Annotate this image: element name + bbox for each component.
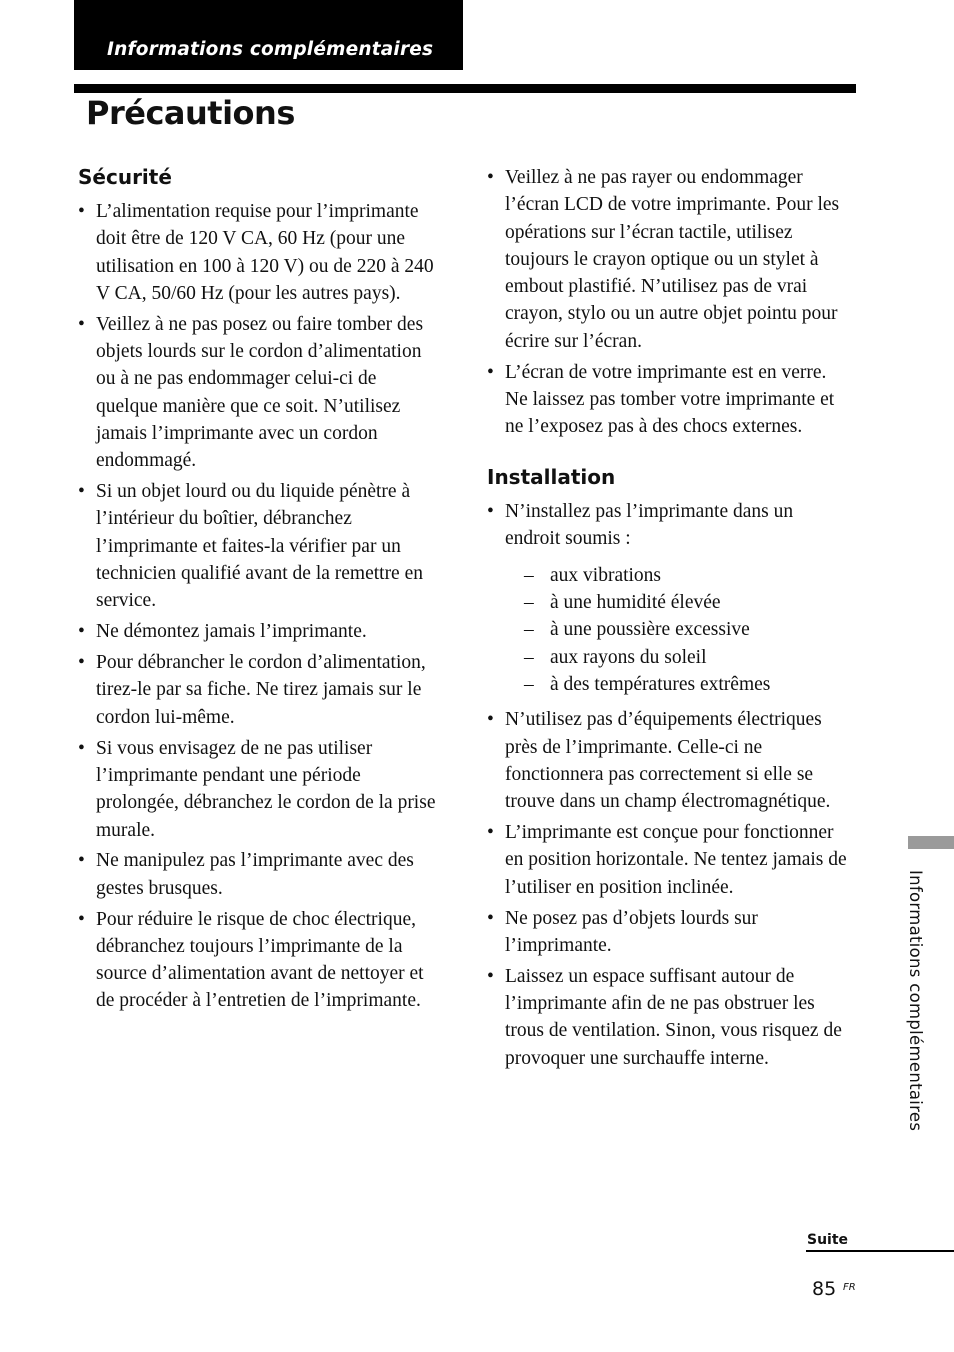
right-column xyxy=(487,164,852,1075)
sub-list-item: – aux vibrations xyxy=(487,562,852,589)
section-heading-securite: Sécurité xyxy=(78,165,172,189)
sub-list-item: – à une poussière excessive xyxy=(487,616,852,643)
sub-list-item: – à une humidité élevée xyxy=(487,589,852,616)
continued-label: Suite xyxy=(807,1232,849,1248)
installation-list xyxy=(487,706,852,1072)
page-language-code: FR xyxy=(843,1282,856,1293)
list-item: • N’installez pas l’imprimante dans un endroit soumis : xyxy=(487,498,852,553)
list-item: • Pour débrancher le cordon d’alimentation, tirez-le par sa fiche. Ne tirez jamais sur le cordon lui-même. xyxy=(78,649,438,731)
list-item: • Ne manipulez pas l’imprimante avec des gestes brusques. xyxy=(78,847,438,902)
list-item: • Si un objet lourd ou du liquide pénètre à l’intérieur du boîtier, débranchez l’imprimante et faites-la vérifier par un technicien qualifié avant de la remettre en service. xyxy=(78,478,438,614)
side-tab-marker xyxy=(908,836,954,849)
title-rule xyxy=(74,84,856,93)
installation-intro-list xyxy=(487,498,852,553)
installation-conditions-list xyxy=(487,562,852,698)
section-header-label: Informations complémentaires xyxy=(107,39,434,60)
side-tab-label: Informations complémentaires xyxy=(906,870,925,1132)
page-title: Précautions xyxy=(86,94,295,132)
securite-list-continued xyxy=(487,164,852,441)
list-item: • N’utilisez pas d’équipements électriques près de l’imprimante. Celle-ci ne fonctionnera pas correctement si elle se trouve dans un champ électromagnétique. xyxy=(487,706,852,815)
securite-list xyxy=(78,198,438,1015)
page-number: 85 xyxy=(812,1278,837,1300)
continued-rule xyxy=(806,1250,954,1252)
list-item: • Veillez à ne pas rayer ou endommager l’écran LCD de votre imprimante. Pour les opérations sur l’écran tactile, utilisez toujours le crayon optique ou un stylet à embout plastifié. N’utilisez pas de vrai crayon, stylo ou un autre objet pointu pour écrire sur l’écran. xyxy=(487,164,852,355)
list-item: • L’écran de votre imprimante est en verre. Ne laissez pas tomber votre imprimante et ne l’exposez pas à des chocs externes. xyxy=(487,359,852,441)
list-item: • Laissez un espace suffisant autour de l’imprimante afin de ne pas obstruer les trous de ventilation. Sinon, vous risquez de provoquer une surchauffe interne. xyxy=(487,963,852,1072)
section-header-tab xyxy=(74,0,463,70)
list-item: • L’imprimante est conçue pour fonctionner en position horizontale. Ne tentez jamais de l’utiliser en position inclinée. xyxy=(487,819,852,901)
section-heading-installation: Installation xyxy=(487,465,616,490)
list-item: • Veillez à ne pas posez ou faire tomber des objets lourds sur le cordon d’alimentation ou à ne pas endommager celui-ci de quelque manière que ce soit. N’utilisez jamais l’imprimante avec un cordon endommagé. xyxy=(78,311,438,475)
list-item: • Pour réduire le risque de choc électrique, débranchez toujours l’imprimante de la source d’alimentation avant de nettoyer et de procéder à l’entretien de l’imprimante. xyxy=(78,906,438,1015)
list-item: • Si vous envisagez de ne pas utiliser l’imprimante pendant une période prolongée, débranchez le cordon de la prise murale. xyxy=(78,735,438,844)
sub-list-item: – à des températures extrêmes xyxy=(487,671,852,698)
left-column xyxy=(78,164,438,1018)
sub-list-item: – aux rayons du soleil xyxy=(487,644,852,671)
list-item: • Ne posez pas d’objets lourds sur l’imprimante. xyxy=(487,905,852,960)
list-item: • L’alimentation requise pour l’imprimante doit être de 120 V CA, 60 Hz (pour une utilisation en 100 à 120 V) ou de 220 à 240 V CA, 50/60 Hz (pour les autres pays). xyxy=(78,198,438,307)
list-item: • Ne démontez jamais l’imprimante. xyxy=(78,618,438,645)
